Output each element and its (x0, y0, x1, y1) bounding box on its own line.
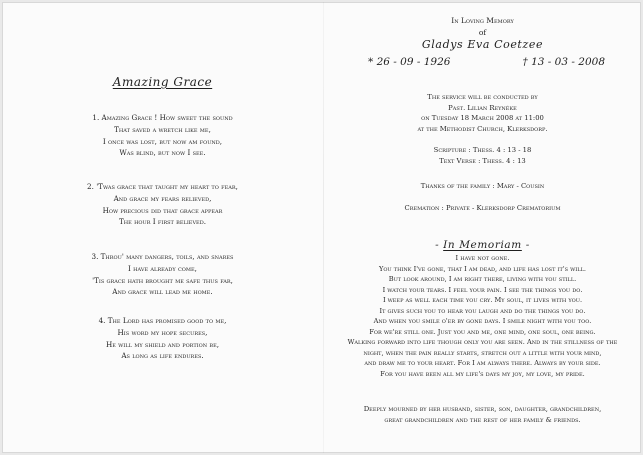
memoriam-dash-left: - (435, 239, 444, 251)
memoriam-title: In Memoriam (443, 239, 522, 251)
funeral-program-sheet (2, 2, 641, 453)
service-line: The service will be conducted by (427, 93, 538, 101)
poem-line: 4. The Lord has promised good to me, (98, 316, 227, 325)
memoriam-line: and draw me to your heart. For I am always there. Always by your side. (364, 359, 601, 367)
poem-stanza-4 (20, 315, 305, 362)
service-line: on Tuesday 18 March 2008 at 11:00 (421, 114, 544, 123)
scripture-details (340, 145, 625, 166)
poem-stanza-2 (20, 181, 305, 228)
poem-stanza-3 (20, 251, 305, 298)
service-line: Past. Lilian Reynéke (448, 103, 517, 112)
memoriam-line: You think I've gone, that I am dead, and life has lost it's will. (378, 264, 587, 273)
poem-line: That saved a wretch like me, (114, 124, 211, 134)
poem-line: The hour I first believed. (118, 217, 206, 227)
death-date: † 13 - 03 - 2008 (522, 56, 605, 68)
memoriam-line: I weep as well each time you cry. My soul, it lives with you. (382, 296, 583, 304)
poem-line: 3. Throu' many dangers, toils, and snares (91, 252, 234, 261)
memoriam-poem (328, 253, 637, 379)
memoriam-dash-right: - (521, 239, 530, 251)
memoriam-line: I watch your tears. I feel your pain. I see the things you do. (382, 285, 583, 294)
memoriam-line: But look around, I am right there, living with you still. (388, 275, 577, 283)
poem-line: How precious did that grace appear (102, 205, 223, 215)
poem-line: 'Tis grace hath brought me safe thus far, (92, 275, 233, 285)
memoriam-line: I have not gone. (455, 254, 510, 262)
poem-line: 1. Amazing Grace ! How sweet the sound (92, 113, 233, 122)
memoriam-line: And when you smile o'er by gone days. I smile night with you too. (373, 317, 592, 325)
poem-line: His word my hope secures, (117, 327, 208, 337)
deceased-name: Gladys Eva Coetzee (421, 38, 544, 51)
mourned-line: great grandchildren and the rest of her family & friends. (384, 415, 581, 424)
poem-line: And grace my fears relieved, (113, 193, 212, 203)
right-panel (340, 2, 625, 453)
text-verse-line: Text Verse : Thess. 4 : 13 (439, 156, 526, 165)
left-panel (20, 2, 305, 453)
memoriam-line: For we're still one. Just you and me, one mind, one soul, one being. (369, 327, 596, 336)
memoriam-heading (340, 239, 625, 251)
poem-title: Amazing Grace (112, 75, 213, 89)
memoriam-line: night, when the pain really starts, stretch out a little with your mind, (363, 348, 602, 357)
service-line: at the Methodist Church, Klerksdorp. (417, 124, 548, 133)
poem-line: I have already come, (128, 263, 197, 273)
cremation-details: Cremation : Private - Klerksdorp Crematorium (404, 204, 561, 212)
of-text: of (478, 28, 487, 37)
poem-line: 2. 'Twas grace that taught my heart to fear, (87, 182, 238, 191)
memoriam-line: For you have been all my life's days my joy, my love, my pride. (380, 369, 585, 378)
poem-line: And grace will lead me home. (112, 287, 213, 297)
family-thanks: Thanks of the family : Mary - Cousin (420, 182, 545, 190)
birth-date: * 26 - 09 - 1926 (368, 56, 451, 68)
in-loving-memory: In Loving Memory (451, 16, 514, 25)
scripture-line: Scripture : Thess. 4 : 13 - 18 (433, 146, 532, 154)
poem-stanza-1 (20, 112, 305, 159)
mourned-by (336, 404, 629, 426)
poem-line: He will my shield and portion be, (105, 339, 220, 349)
memoriam-line: It gives such you to hear you laugh and do the things you do. (379, 306, 586, 315)
service-details (340, 92, 625, 134)
mourned-line: Deeply mourned by her husband, sister, son, daughter, grandchildren, (363, 405, 602, 413)
memoriam-line: Walking forward into life though only you are seen. And in the stillness of the (347, 338, 618, 346)
poem-line: Was blind, but now I see. (119, 148, 206, 158)
life-dates (360, 56, 605, 72)
poem-line: I once was lost, but now am found, (102, 136, 223, 146)
poem-line: As long as life endures. (121, 351, 204, 361)
center-fold (323, 2, 324, 453)
